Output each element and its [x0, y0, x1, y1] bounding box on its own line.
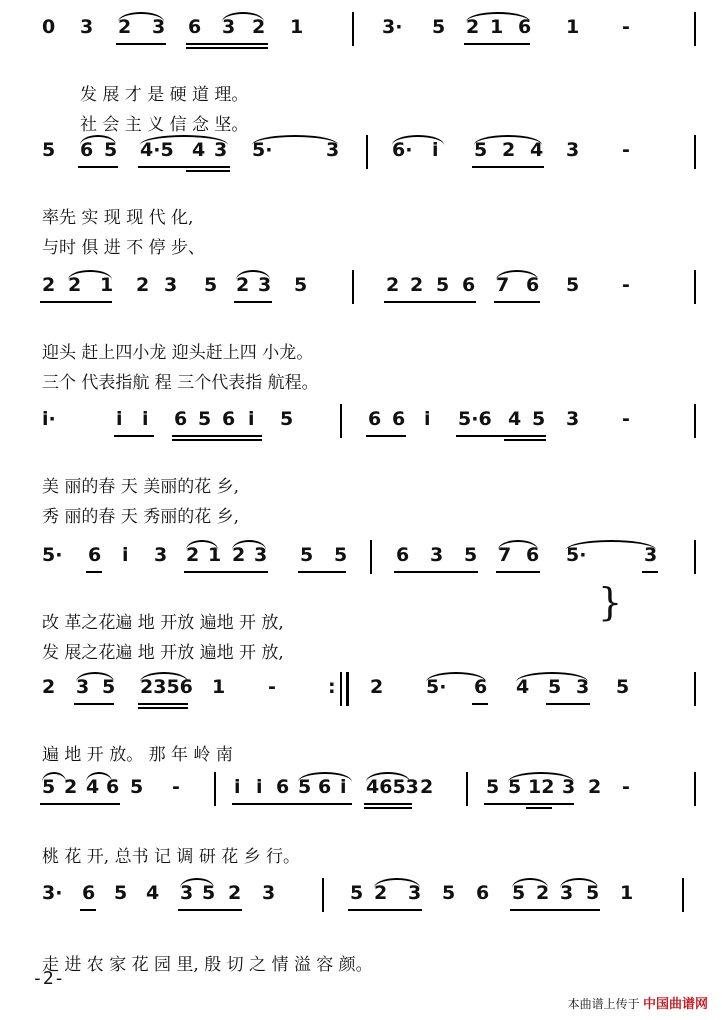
notation-line: 5 2 4 6 5 - i i 6 5 6 i 4653 2 5 5 12 3 2 -: [42, 776, 630, 798]
lyric-line-2: 与时 俱 进 不 停 步、: [42, 238, 206, 258]
site-logo[interactable]: 中国曲谱网: [642, 996, 708, 1011]
lyric-line-1: 迎头 赶上四小龙 迎头赶上四 小龙。: [42, 343, 314, 363]
lyric-line-1: 走 进 农 家 花 园 里, 殷 切 之 情 溢 容 颜。: [42, 955, 373, 975]
lyric-line-2: 三个 代表指航 程 三个代表指 航程。: [42, 373, 319, 393]
lyric-line-1: 发 展 才 是 硬 道 理。: [80, 85, 249, 105]
notation-line: 3· 6 5 4 3 5 2 3 5 2 3 5 6 5 2 3 5 1: [42, 882, 634, 904]
page-number: -2-: [32, 968, 65, 989]
notation-line: i· i i 6 5 6 i 5 6 6 i 5·6 4 5 3 -: [42, 408, 630, 430]
lyric-line-1: 改 革之花遍 地 开放 遍地 开 放,: [42, 613, 284, 633]
notation-line: 5 6 5 4·5 4 3 5· 3 6· i 5 2 4 3 -: [42, 139, 630, 161]
lyric-line-2: 秀 丽的春 天 秀丽的花 乡,: [42, 507, 240, 527]
notation-line: 5· 6 i 3 2 1 2 3 5 5 6 3 5 7 6 5· 3: [42, 544, 658, 566]
notation-line: 2 2 1 2 3 5 2 3 5 2 2 5 6 7 6 5 -: [42, 274, 630, 296]
lyric-line-2: 社 会 主 义 信 念 坚。: [80, 115, 249, 135]
lyric-line-2: 发 展之花遍 地 开放 遍地 开 放,: [42, 643, 284, 663]
lyric-line-1: 桃 花 开, 总书 记 调 研 花 乡 行。: [42, 847, 301, 867]
credit-text: 本曲谱上传于: [567, 997, 640, 1011]
upload-credit: [568, 993, 708, 1012]
notation-line: 2 3 5 2356 1 - : 2 5· 6 4 5 3 5: [42, 676, 630, 698]
notation-line: 0 3 2 3 6 3 2 1 3· 5 2 1 6 1 -: [42, 16, 630, 38]
lyric-line-1: 率先 实 现 现 代 化,: [42, 208, 194, 228]
lyric-line-1: 美 丽的春 天 美丽的花 乡,: [42, 477, 240, 497]
lyric-line-1: 遍 地 开 放。 那 年 岭 南: [42, 745, 233, 765]
